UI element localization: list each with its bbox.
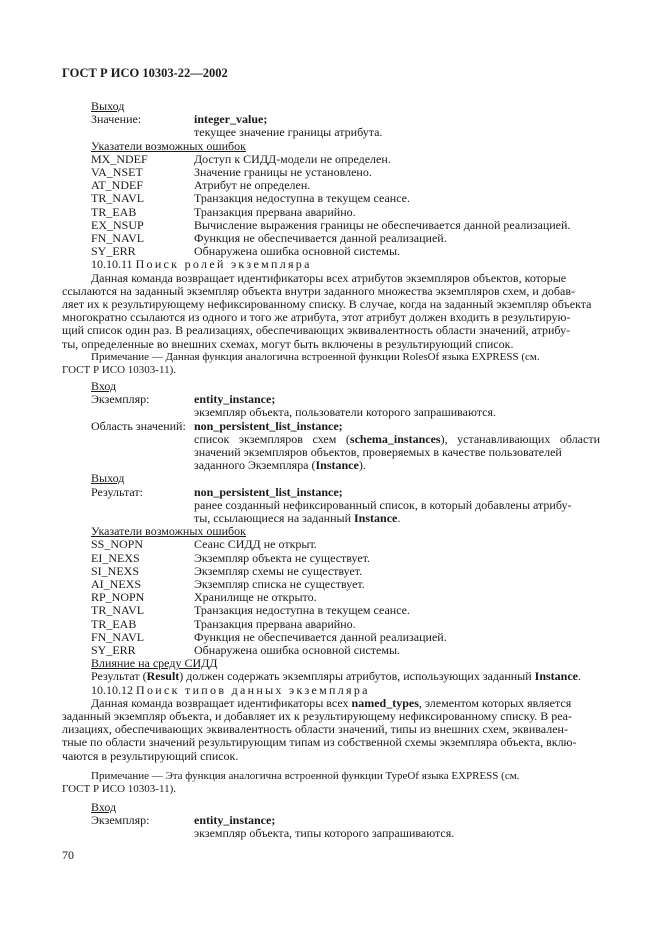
paragraph-line: ссылаются на заданный экземпляр объекта внутри заданного множества экземпляров схем, и добав- <box>62 283 576 298</box>
note-line: ГОСТ Р ИСО 10303-11). <box>62 364 176 376</box>
error-code: MX_NDEF <box>91 151 148 166</box>
error-code: VA_NSET <box>91 165 143 180</box>
error-text: Значение границы не установлено. <box>194 165 372 180</box>
effect-part: ) должен содержать экземпляры атрибутов, использующих заданный <box>179 669 535 684</box>
paragraph-line: лизациях, обеспечивающих эквивалентность области значений, типы из внешних схем, эквивален- <box>62 722 568 737</box>
effect-heading: Влияние на среду СИДД <box>91 656 218 671</box>
input-heading: Вход <box>91 800 117 814</box>
paragraph-line: многократно ссылаются из одного и того же атрибута, этот атрибут должен входить в результирую- <box>62 310 571 325</box>
desc-text: . <box>397 511 401 526</box>
page-number: 70 <box>62 848 74 862</box>
error-code: RP_NOPN <box>91 590 145 605</box>
error-row <box>62 618 600 631</box>
section-number: 10.10.11 <box>91 257 133 272</box>
input-label: Экземпляр: <box>91 813 150 828</box>
error-code: TR_NAVL <box>91 603 145 618</box>
errors-heading: Указатели возможных ошибок <box>91 524 246 539</box>
desc-text: ты, ссылающиеся на заданный <box>194 511 355 526</box>
errors-list <box>62 153 600 259</box>
input-section-2 <box>62 380 600 763</box>
effect-part: . <box>578 669 581 684</box>
error-text: Экземпляр схемы не существует. <box>194 563 363 578</box>
error-text: Экземпляр объекта не существует. <box>194 550 371 565</box>
error-row <box>62 552 600 565</box>
error-text: Транзакция недоступна в текущем сеансе. <box>194 191 411 206</box>
input-name: non_persistent_list_instance; <box>194 418 343 433</box>
output-desc <box>62 499 600 525</box>
note-line: Примечание — Эта функция аналогична встроенной функции TypeOf языка EXPRESS (см. <box>91 770 520 782</box>
desc-bold: Instance <box>354 511 398 526</box>
input-desc: экземпляр объекта, пользователи которого запрашиваются. <box>194 405 497 420</box>
error-code: AI_NEXS <box>91 577 141 592</box>
error-text: Атрибут не определен. <box>194 178 311 193</box>
desc-line <box>194 459 600 472</box>
error-row <box>62 604 600 617</box>
error-text: Вычисление выражения границы не обеспечивается данной реализацией. <box>194 217 571 232</box>
paragraph-line: ляет их к результирующему нефиксированному списку. В случае, когда на заданный экземпляр объекта <box>62 297 592 312</box>
error-text: Транзакция недоступна в текущем сеансе. <box>194 603 411 618</box>
error-code: AT_NDEF <box>91 178 144 193</box>
error-text: Хранилище не открыто. <box>194 590 317 605</box>
input-label: Экземпляр: <box>91 392 150 407</box>
error-text: Транзакция прервана аварийно. <box>194 616 356 631</box>
error-row <box>62 538 600 551</box>
desc-text: ), устанавливающих области <box>440 431 600 446</box>
page-header: ГОСТ Р ИСО 10303-22—2002 <box>62 66 228 80</box>
input-section-3 <box>62 801 600 841</box>
section-title: Поиск типов данных экземпляра <box>136 682 370 697</box>
paragraph-line: чаются в результирующий список. <box>62 748 239 763</box>
section-title: Поиск ролей экземпляра <box>135 257 312 272</box>
input-label: Область значений: <box>91 418 186 433</box>
error-code: EI_NEXS <box>91 550 140 565</box>
error-code: FN_NAVL <box>91 629 145 644</box>
input-desc: экземпляр объекта, типы которого запрашиваются. <box>194 826 455 841</box>
input-domain-desc <box>62 433 600 473</box>
error-row <box>62 206 600 219</box>
section-heading-roles <box>62 258 600 271</box>
para-bold: named_types <box>351 695 419 710</box>
output-result-row <box>62 486 600 499</box>
output-desc: текущее значение границы атрибута. <box>194 125 383 140</box>
error-code: TR_EAB <box>91 204 137 219</box>
input-name: entity_instance; <box>194 813 276 828</box>
error-code: SY_ERR <box>91 643 136 658</box>
desc-bold: Instance <box>315 458 359 473</box>
note-roles <box>62 351 600 377</box>
roles-paragraph <box>62 272 600 351</box>
error-text: Обнаружена ошибка основной системы. <box>194 643 401 658</box>
paragraph-line: заданный экземпляр объекта, и добавляет их к результирующему нефиксированному списку. В реа- <box>62 709 572 724</box>
paragraph-line: щий список один раз. В реализациях, обеспечивающих эквивалентность области значений, атрибу- <box>62 323 571 338</box>
error-code: SI_NEXS <box>91 563 140 578</box>
desc-line <box>194 512 600 525</box>
error-text: Функция не обеспечивается данной реализацией. <box>194 231 447 246</box>
error-code: EX_NSUP <box>91 217 144 232</box>
output-heading: Выход <box>91 471 125 486</box>
error-text: Транзакция прервана аварийно. <box>194 204 356 219</box>
errors-heading: Указатели возможных ошибок <box>91 138 246 153</box>
error-text: Экземпляр списка не существует. <box>194 577 365 592</box>
errors-list <box>62 538 600 657</box>
effect-bold: Instance <box>534 669 578 684</box>
desc-text: список экземпляров схем ( <box>194 431 350 446</box>
desc-text: заданного Экземпляра ( <box>194 458 316 473</box>
input-name: entity_instance; <box>194 392 276 407</box>
error-code: TR_NAVL <box>91 191 145 206</box>
paragraph-line: ты, определенные во внешних схемах, могут быть включены в результирующий список. <box>62 336 514 351</box>
para-text: Данная команда возвращает идентификаторы всех <box>91 695 352 710</box>
output-section-1 <box>62 100 600 351</box>
error-text: Сеанс СИДД не открыт. <box>194 537 317 552</box>
output-heading: Выход <box>91 99 125 113</box>
output-name: integer_value; <box>194 112 268 127</box>
output-label: Результат: <box>91 484 143 499</box>
paragraph-line: тные по области значений результирующим типам из собственной схемы экземпляра объекта, вклю- <box>62 735 577 750</box>
section-number: 10.10.12 <box>91 682 133 697</box>
error-code: FN_NAVL <box>91 231 145 246</box>
output-name: non_persistent_list_instance; <box>194 484 343 499</box>
error-text: Обнаружена ошибка основной системы. <box>194 244 401 259</box>
note-line: ГОСТ Р ИСО 10303-11). <box>62 783 176 795</box>
effect-bold: Result <box>146 669 180 684</box>
desc-bold: schema_instances <box>349 431 441 446</box>
error-text: Доступ к СИДД-модели не определен. <box>194 151 391 166</box>
error-code: TR_EAB <box>91 616 137 631</box>
output-label: Значение: <box>91 112 142 127</box>
note-types <box>62 770 600 796</box>
effect-part: Результат ( <box>91 669 147 684</box>
desc-text: ). <box>358 458 366 473</box>
paragraph-line: Данная команда возвращает идентификаторы всех атрибутов экземпляров объектов, которые <box>91 270 567 285</box>
types-paragraph <box>62 697 600 763</box>
input-heading: Вход <box>91 379 117 393</box>
para-text: , элементом которых является <box>418 695 572 710</box>
desc-line: ранее созданный нефиксированный список, в который добавлены атрибу- <box>194 497 572 512</box>
error-code: SY_ERR <box>91 244 136 259</box>
error-code: SS_NOPN <box>91 537 144 552</box>
error-row <box>62 192 600 205</box>
desc-line: значений экземпляров объектов, проверяемых в качестве пользователей <box>194 445 562 460</box>
error-text: Функция не обеспечивается данной реализацией. <box>194 629 447 644</box>
note-line: Примечание — Данная функция аналогична встроенной функции RolesOf языка EXPRESS (см. <box>91 351 540 363</box>
